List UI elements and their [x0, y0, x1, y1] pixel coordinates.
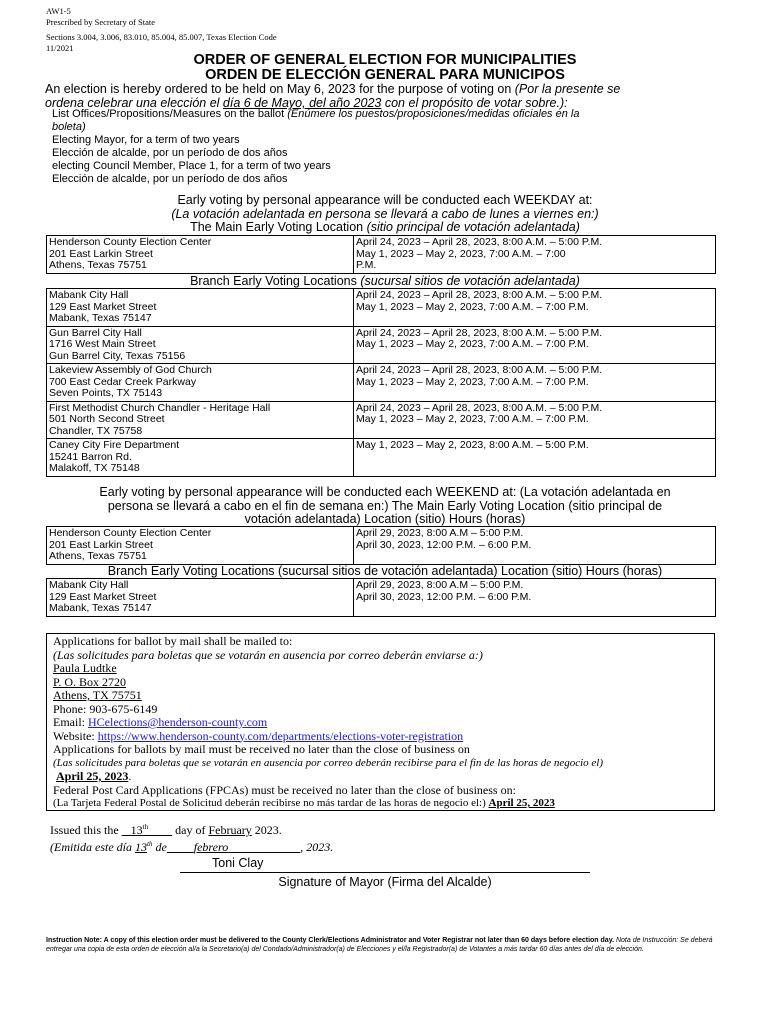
office-item: Electing Mayor, for a term of two years — [52, 134, 240, 146]
office-item: Elección de alcalde, por un período de dos años — [52, 173, 288, 185]
signature-line — [180, 872, 590, 873]
code-sections: Sections 3.004, 3.006, 83.010, 85.004, 85.007, Texas Election Code — [46, 32, 277, 42]
issued-text: Issued this the — [50, 823, 119, 837]
location-cell — [47, 527, 354, 565]
weekday-branch-heading — [0, 275, 770, 289]
location-cell — [47, 289, 354, 327]
offices-list — [52, 108, 692, 186]
weekend-branch-table — [46, 578, 716, 617]
offices-label-es: (Enúmere los puestos/proposiciones/medidas oficiales en la — [287, 108, 580, 120]
intro-paragraph — [45, 82, 735, 110]
weekday-main-heading — [0, 221, 770, 235]
location-cell — [47, 364, 354, 402]
instruction-note-en: Instruction Note: A copy of this election order must be delivered to the County Clerk/Elections Administrator and Voter Registrar not later than 60 days before election day. — [46, 937, 615, 944]
offices-label-es-2: boleta) — [52, 121, 86, 133]
location-street: 700 East Cedar Creek Parkway — [49, 375, 197, 388]
hours-line: May 1, 2023 – May 2, 2023, 8:00 A.M. – 5:00 P.M. — [356, 439, 589, 451]
weekday-main-table — [46, 235, 716, 274]
location-street: 201 East Larkin Street — [49, 538, 153, 551]
table-row — [47, 364, 716, 402]
location-street: 501 North Second Street — [49, 413, 165, 425]
location-cell — [47, 401, 354, 439]
title-english: ORDER OF GENERAL ELECTION FOR MUNICIPALITIES — [193, 52, 577, 68]
fpca-deadline-date: April 25, 2023 — [488, 797, 555, 809]
hours-line: April 24, 2023 – April 28, 2023, 8:00 A.M. – 5:00 P.M. — [356, 364, 603, 376]
weekend-heading-line: Early voting by personal appearance will be conducted each WEEKEND at: (La votación adelantada en — [99, 485, 671, 499]
ballot-by-mail-box: Applications for ballot by mail shall be mailed to: (Las solicitudes para boletas que se votarán en ausencia por correo deberán enviarse a:) Paula Ludtke P. O. Box 2720 Athens, TX 75751 Phone: 903-675-6149 Email: HCelections@henderson-county.com Website: https://www.henderson-county.com/departments/elections-voter-registration Applications for ballots by mail must be received no later than the close of business on (Las solicitudes para boletas que se votarán en ausencia por correo deberán recibirse para el fin de las horas de negocio el) April 25, 2023. Federal Post Card Applications (FPCAs) must be received no later than the close of business on: (La Tarjeta Federal Postal de Solicitud deberán recibirse no más tardar de las horas de negocio el:) April 25, 2023 — [46, 633, 715, 811]
hours-line: May 1, 2023 – May 2, 2023, 7:00 A.M. – 7:00 P.M. — [356, 413, 589, 425]
mail-deadline-date: April 25, 2023 — [56, 769, 129, 783]
revision-date: 11/2021 — [46, 43, 74, 53]
issued-date-block — [50, 820, 333, 854]
location-city: Chandler, TX 75758 — [49, 424, 143, 437]
table-row — [47, 527, 716, 565]
issued-month: February — [208, 823, 252, 837]
fpca-deadline: Federal Post Card Applications (FPCAs) must be received no later than the close of business on: — [53, 782, 516, 797]
issued-day: 13 — [130, 823, 143, 837]
table-row — [47, 236, 716, 274]
website-link[interactable]: https://www.henderson-county.com/departments/elections-voter-registration — [97, 728, 464, 743]
hours-line: April 24, 2023 – April 28, 2023, 8:00 A.M. – 5:00 P.M. — [356, 289, 603, 301]
mail-phone: Phone: 903-675-6149 — [53, 701, 158, 716]
weekday-branch-es: (sucursal sitios de votación adelantada) — [360, 274, 580, 288]
weekday-main-es: (sitio principal de votación adelantada) — [366, 220, 580, 234]
hours-line: May 1, 2023 – May 2, 2023, 7:00 A.M. – 7:00 P.M. — [356, 300, 589, 313]
issued-day-suffix-es: th — [146, 840, 153, 848]
hours-line: May 1, 2023 – May 2, 2023, 7:00 A.M. – 7:00 P.M. — [356, 338, 589, 350]
location-city: Mabank, Texas 75147 — [49, 312, 152, 324]
issued-month-es: febrero — [193, 840, 229, 854]
issued-year: 2023. — [254, 823, 282, 837]
form-id: AW1-5 — [46, 6, 71, 16]
weekend-heading-line: persona se llevará a cabo en el fin de semana en:) The Main Early Voting Location (sitio principal de — [107, 498, 663, 513]
hours-line: April 30, 2023, 12:00 P.M. – 6:00 P.M. — [356, 590, 532, 603]
table-row — [47, 289, 716, 327]
hours-line: April 29, 2023, 8:00 A.M – 5:00 P.M. — [356, 527, 524, 539]
table-row — [47, 401, 716, 439]
weekend-heading-line: votación adelantada) Location (sitio) Hours (horas) — [244, 512, 526, 526]
instruction-note — [46, 936, 716, 954]
location-name: Gun Barrel City Hall — [49, 326, 142, 339]
location-city: Malakoff, TX 75148 — [49, 462, 140, 474]
location-name: Lakeview Assembly of God Church — [49, 364, 212, 376]
issued-day-suffix: th — [142, 823, 149, 831]
mail-city: Athens, TX 75751 — [53, 688, 142, 702]
hours-cell — [354, 289, 716, 327]
location-street: 201 East Larkin Street — [49, 247, 153, 260]
hours-line: May 1, 2023 – May 2, 2023, 7:00 A.M. – 7:00 P.M. — [356, 375, 589, 388]
weekday-heading-es-text: (La votación adelantada en persona se llevará a cabo de lunes a viernes en:) — [171, 207, 599, 221]
hours-line: P.M. — [356, 259, 377, 271]
email-label: Email: — [53, 715, 85, 729]
issued-text-es: de — [155, 840, 167, 854]
location-cell — [47, 326, 354, 364]
hours-cell — [354, 579, 716, 617]
weekend-main-table — [46, 526, 716, 565]
intro-english: An election is hereby ordered to be held on May 6, 2023 for the purpose of voting on — [45, 82, 512, 96]
location-cell — [47, 579, 354, 617]
form-header — [46, 6, 277, 54]
weekday-branch-en: Branch Early Voting Locations — [190, 274, 357, 288]
issued-text-es: (Emitida este día — [50, 840, 132, 854]
table-row — [47, 579, 716, 617]
location-cell — [47, 236, 354, 274]
location-name: Mabank City Hall — [49, 289, 129, 301]
location-cell — [47, 439, 354, 477]
location-city: Mabank, Texas 75147 — [49, 602, 152, 614]
website-label: Website: — [53, 728, 95, 743]
offices-label: List Offices/Propositions/Measures on the ballot — [52, 108, 285, 120]
table-row — [47, 326, 716, 364]
intro-spanish-3: con el propósito de votar sobre.): — [384, 96, 568, 110]
location-city: Gun Barrel City, Texas 75156 — [49, 349, 186, 362]
location-street: 15241 Barron Rd. — [49, 450, 132, 463]
issued-day-es: 13 — [134, 840, 147, 854]
hours-line: April 30, 2023, 12:00 P.M. – 6:00 P.M. — [356, 538, 532, 551]
signature-label: Signature of Mayor (Firma del Alcalde) — [278, 875, 492, 889]
weekday-branch-table — [46, 288, 716, 477]
location-street: 129 East Market Street — [49, 590, 157, 603]
issued-text: day of — [175, 823, 206, 837]
weekend-branch-heading: Branch Early Voting Locations (sucursal sitios de votación adelantada) Location (sitio) Hours (horas) — [107, 564, 663, 578]
hours-cell — [354, 236, 716, 274]
hours-line: April 24, 2023 – April 28, 2023, 8:00 A.M. – 5:00 P.M. — [356, 401, 603, 414]
hours-cell — [354, 527, 716, 565]
mail-instruction-es: (Las solicitudes para boletas que se votarán en ausencia por correo deberán enviarse a:) — [53, 647, 483, 662]
location-name: Mabank City Hall — [49, 579, 129, 591]
fpca-deadline-es: (La Tarjeta Federal Postal de Solicitud deberán recibirse no más tardar de las horas de negocio el:) — [53, 797, 486, 809]
hours-cell — [354, 326, 716, 364]
hours-line: May 1, 2023 – May 2, 2023, 7:00 A.M. – 7:00 — [356, 247, 566, 260]
signer-name: Toni Clay — [212, 856, 264, 870]
office-item: Elección de alcalde, por un período de dos años — [52, 147, 288, 159]
weekend-heading — [40, 486, 730, 527]
mail-instruction: Applications for ballot by mail shall be mailed to: — [53, 634, 293, 648]
hours-cell — [354, 439, 716, 477]
prescribed-by: Prescribed by Secretary of State — [46, 17, 156, 27]
issued-year-es: , 2023. — [300, 840, 334, 854]
table-row — [47, 439, 716, 477]
location-street: 1716 West Main Street — [49, 338, 156, 350]
mail-contact-name: Paula Ludtke — [53, 661, 117, 675]
hours-line: April 24, 2023 – April 28, 2023, 8:00 A.M. – 5:00 P.M. — [356, 236, 603, 248]
intro-spanish-1: (Por la presente se — [514, 82, 621, 96]
mail-deadline-es: (Las solicitudes para boletas que se votarán en ausencia por correo deberán recibirse para el fin de las horas de negocio el) — [53, 756, 604, 769]
mail-deadline: Applications for ballots by mail must be received no later than the close of business on — [53, 742, 470, 756]
location-name: Caney City Fire Department — [49, 439, 180, 451]
intro-spanish-date: día 6 de Mayo, del año 2023 — [222, 96, 382, 110]
hours-line: April 29, 2023, 8:00 A.M – 5:00 P.M. — [356, 579, 524, 591]
mail-po-box: P. O. Box 2720 — [53, 674, 127, 689]
weekday-heading: Early voting by personal appearance will be conducted each WEEKDAY at: — [177, 193, 593, 207]
hours-cell — [354, 364, 716, 402]
title-spanish: ORDEN DE ELECCIÓN GENERAL PARA MUNICIPOS — [205, 67, 565, 83]
hours-line: April 24, 2023 – April 28, 2023, 8:00 A.M. – 5:00 P.M. — [356, 326, 603, 339]
intro-spanish-2: ordena celebrar una elección el — [45, 96, 220, 110]
location-city: Athens, Texas 75751 — [49, 550, 147, 562]
instruction-note-es: Nota de Instrucción: Se deberá entregar una copia de esta orden de elección al/a la Secretario(a) del Condado/Administrador(a) de Elecciones y el/la Registrador(a) de Votantes a más tardar 60 días antes del día de elección. — [46, 937, 713, 953]
hours-cell — [354, 401, 716, 439]
location-name: First Methodist Church Chandler - Heritage Hall — [49, 401, 271, 414]
email-link[interactable]: HCelections@henderson-county.com — [88, 715, 268, 729]
location-street: 129 East Market Street — [49, 300, 157, 313]
location-name: Henderson County Election Center — [49, 527, 212, 539]
location-city: Seven Points, TX 75143 — [49, 387, 163, 399]
location-city: Athens, Texas 75751 — [49, 259, 147, 271]
office-item: electing Council Member, Place 1, for a term of two years — [52, 160, 331, 172]
location-name: Henderson County Election Center — [49, 236, 212, 248]
weekday-main-en: The Main Early Voting Location — [190, 220, 364, 234]
